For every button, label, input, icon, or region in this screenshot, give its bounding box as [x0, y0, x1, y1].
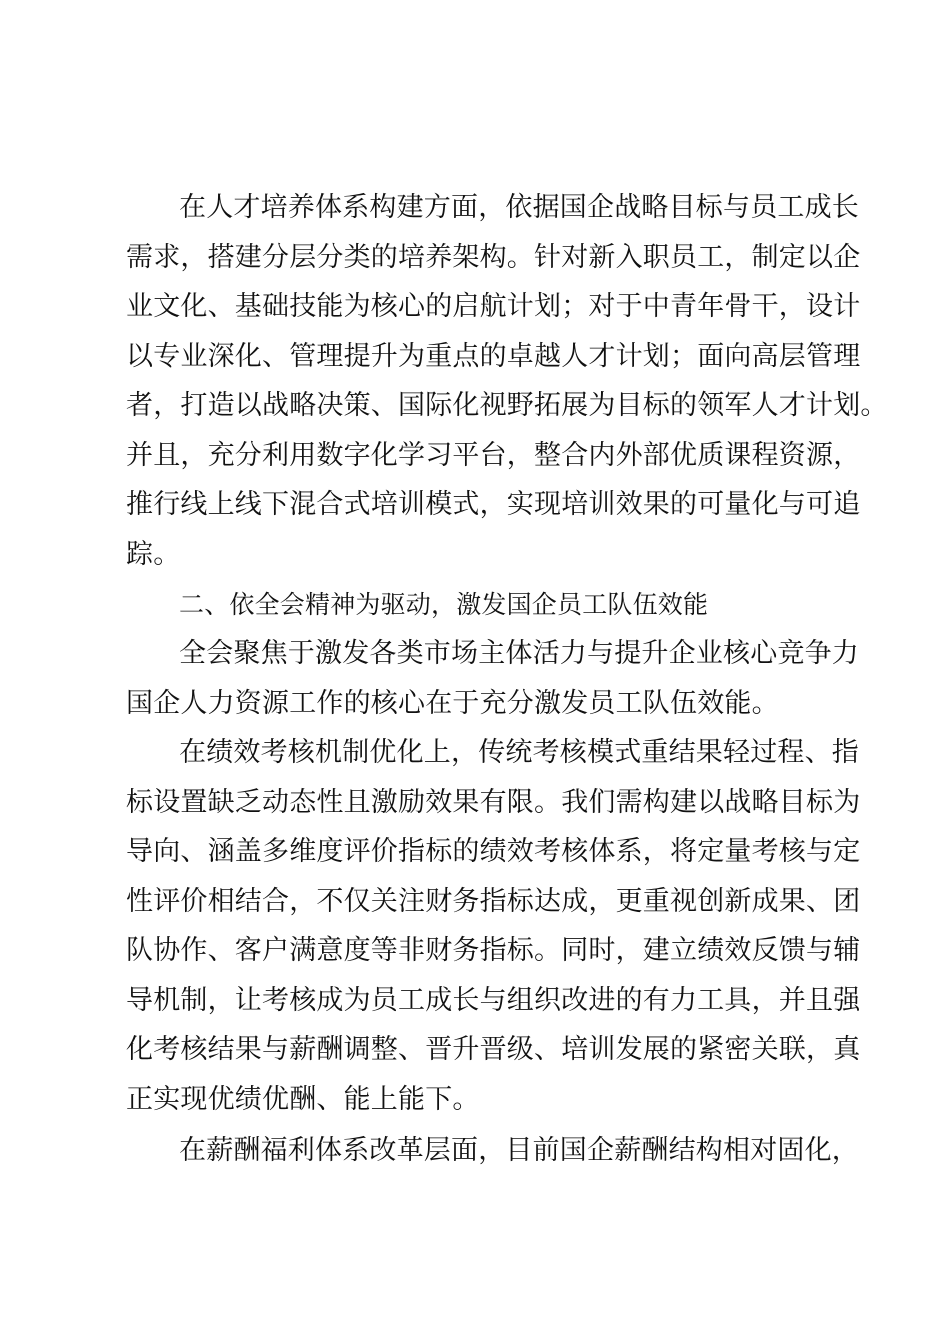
text-line: 全会聚焦于激发各类市场主体活力与提升企业核心竞争力	[179, 638, 859, 669]
text-line: 在薪酬福利体系改革层面，目前国企薪酬结构相对固化，	[179, 1135, 859, 1166]
text-line: 业文化、基础技能为核心的启航计划；对于中青年骨干，设计	[126, 291, 861, 322]
paragraph-compensation-reform	[126, 1126, 859, 1176]
text-line: 性评价相结合，不仅关注财务指标达成，更重视创新成果、团	[126, 885, 861, 917]
text-line: 导机制，让考核成为员工成长与组织改进的有力工具，并且强	[126, 984, 861, 1016]
text-line: 在绩效考核机制优化上，传统考核模式重结果轻过程、指	[179, 737, 859, 768]
text-line: 者，打造以战略决策、国际化视野拓展为目标的领军人才计划。	[126, 390, 888, 421]
paragraph-talent-training	[126, 183, 888, 579]
text-line: 化考核结果与薪酬调整、晋升晋级、培训发展的紧密关联，真	[126, 1034, 861, 1065]
text-line: 踪。	[126, 538, 181, 570]
section-heading-2	[126, 580, 838, 630]
heading-text: 二、依全会精神为驱动，激发国企员工队伍效能	[179, 590, 709, 619]
text-line: 推行线上线下混合式培训模式，实现培训效果的可量化与可追	[126, 489, 861, 520]
text-line: 队协作、客户满意度等非财务指标。同时，建立绩效反馈与辅	[126, 935, 861, 966]
text-line: 以专业深化、管理提升为重点的卓越人才计划；面向高层管理	[126, 340, 861, 372]
text-line: 在人才培养体系构建方面，依据国企战略目标与员工成长	[179, 192, 859, 223]
text-line: 需求，搭建分层分类的培养架构。针对新入职员工，制定以企	[126, 241, 861, 273]
text-line: 标设置缺乏动态性且激励效果有限。我们需构建以战略目标为	[126, 786, 861, 818]
text-line: 并且，充分利用数字化学习平台，整合内外部优质课程资源，	[126, 439, 861, 471]
text-line: 国企人力资源工作的核心在于充分激发员工队伍效能。	[126, 687, 779, 719]
paragraph-performance-appraisal	[126, 728, 861, 1124]
paragraph-plenary-focus	[126, 629, 859, 728]
text-line: 正实现优绩优酬、能上能下。	[126, 1083, 480, 1115]
text-line: 导向、涵盖多维度评价指标的绩效考核体系，将定量考核与定	[126, 836, 861, 867]
